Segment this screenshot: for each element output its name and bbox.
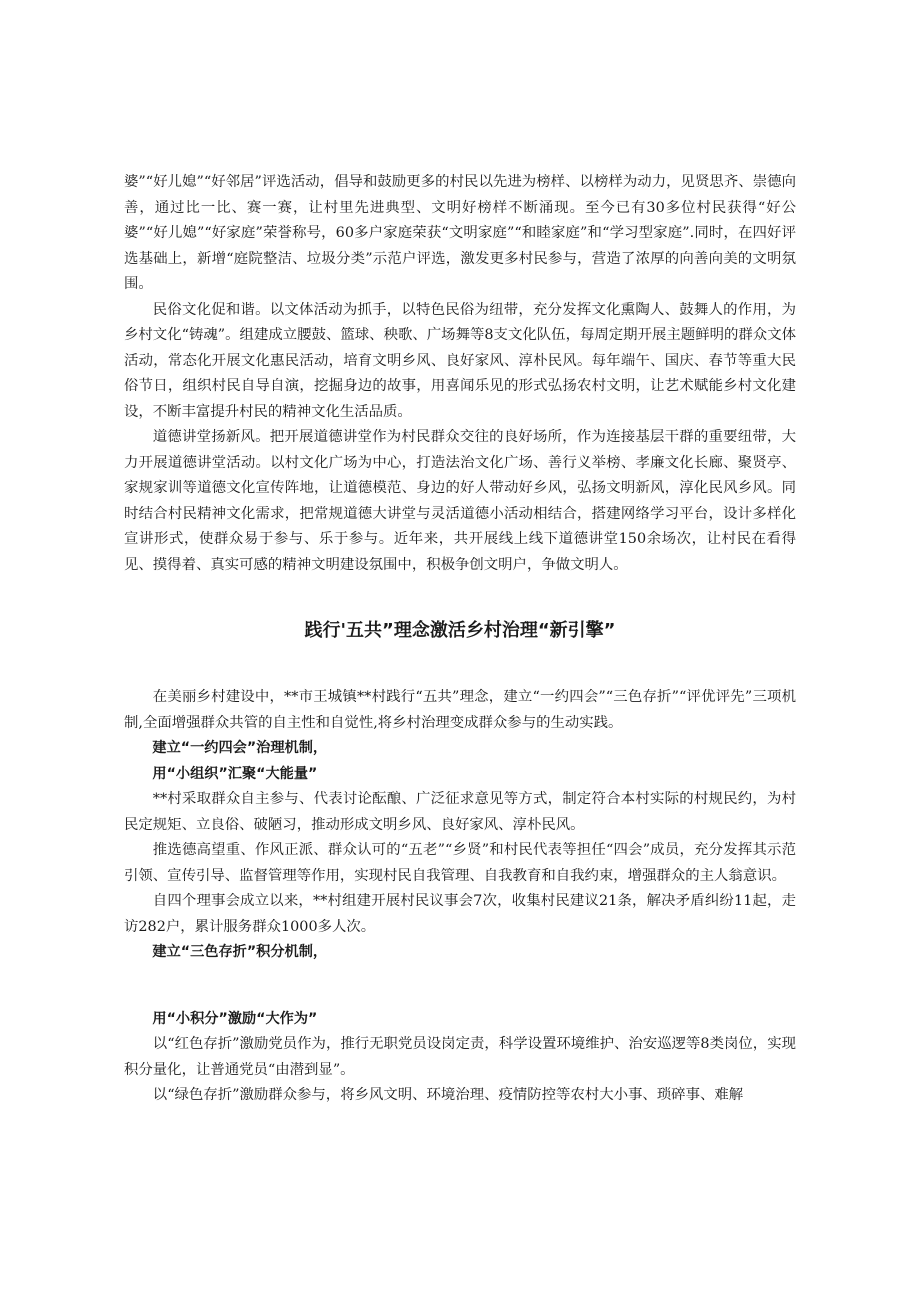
paragraph-village-rules: **村采取群众自主参与、代表讨论酝酿、广泛征求意见等方式，制定符合本村实际的村规民约，为村民定规矩、立良俗、破陋习，推动形成文明乡风、良好家风、淳朴民风。: [124, 791, 796, 833]
paragraph-council-results: 自四个理事会成立以来，**村组建开展村民议事会7次，收集村民建议21条，解决矛盾纠纷11起，走访282户，累计服务群众1000多人次。: [124, 893, 796, 935]
spacer: [124, 966, 796, 1007]
paragraph-green-passbook: 以“绿色存折”激励群众参与，将乡风文明、环境治理、疫情防控等农村大小事、琐碎事、难解: [152, 1087, 744, 1103]
subheading-small-points: 用“小积分”激励“大作为”: [152, 1010, 318, 1027]
paragraph-four-councils-members: 推选德高望重、作风正派、群众认可的“五老”“乡贤”和村民代表等担任“四会”成员，充分发挥其示范引领、宣传引导、监督管理等作用，实现村民自我管理、自我教育和自我约束，增强群众的主人翁意识。: [124, 842, 796, 884]
paragraph-moral-lecture-hall: 道德讲堂扬新风。把开展道德讲堂作为村民群众交往的良好场所，作为连接基层干群的重要纽带，大力开展道德讲堂活动。以村文化广场为中心，打造法治文化广场、善行义举榜、孝廉文化长廊、聚贤亭、家规家训等道德文化宣传阵地，让道德模范、身边的好人带动好乡风，弘扬文明新风，淳化民风乡风。同时结合村民精神文化需求，把常规道德大讲堂与灵活道德小活动相结合，搭建网络学习平台，设计多样化宣讲形式，使群众易于参与、乐于参与。近年来，共开展线上线下道德讲堂150余场次，让村民在看得见、摸得着、真实可感的精神文明建设氛围中，积极争创文明户，争做文明人。: [124, 429, 796, 573]
subheading-three-color-passbook: 建立“三色存折”积分机制，: [152, 944, 328, 960]
paragraph-folk-culture: 民俗文化促和谐。以文体活动为抓手，以特色民俗为纽带，充分发挥文化熏陶人、鼓舞人的作用，为乡村文化“铸魂”。组建成立腰鼓、篮球、秧歌、广场舞等8支文化队伍，每周定期开展主题鲜明的群众文体活动，常态化开展文化惠民活动，培育文明乡风、良好家风、淳朴民风。每年端午、国庆、春节等重大民俗节日，组织村民自导自演，挖掘身边的故事，用喜闻乐见的形式弘扬农村文明，让艺术赋能乡村文化建设，不断丰富提升村民的精神文化生活品质。: [124, 301, 796, 420]
paragraph-intro: 在美丽乡村建设中，**市王城镇**村践行“五共”理念，建立“一约四会”“三色存折”“评优评先”三项机制,全面增强群众共管的自主性和自觉性,将乡村治理变成群众参与的生动实践。: [124, 689, 796, 731]
paragraph-good-family-selection: 婆”“好儿媳”“好邻居”评选活动，倡导和鼓励更多的村民以先进为榜样、以榜样为动力，见贤思齐、崇德向善，通过比一比、赛一赛，让村里先进典型、文明好榜样不断涌现。至今已有30多位村民获得“好公婆”“好儿媳”“好家庭”荣誉称号，60多户家庭荣获“文明家庭”“和睦家庭”和“学习型家庭”.同时，在四好评选基础上，新增“庭院整洁、垃圾分类”示范户评选，激发更多村民参与，营造了浓厚的向善向美的文明氛围。: [124, 174, 796, 292]
section-heading: 践行'五共”理念激活乡村治理“新引擎”: [304, 620, 616, 641]
paragraph-red-passbook: 以“红色存折”激励党员作为，推行无职党员设岗定责，科学设置环境维护、治安巡逻等8类岗位，实现积分量化，让普通党员“由潜到显”。: [124, 1036, 796, 1078]
subheading-one-pact-four-councils: 建立“一约四会”治理机制，: [152, 740, 328, 756]
subheading-small-organization: 用“小组织”汇聚“大能量”: [152, 765, 318, 782]
document-page: [124, 170, 796, 1109]
